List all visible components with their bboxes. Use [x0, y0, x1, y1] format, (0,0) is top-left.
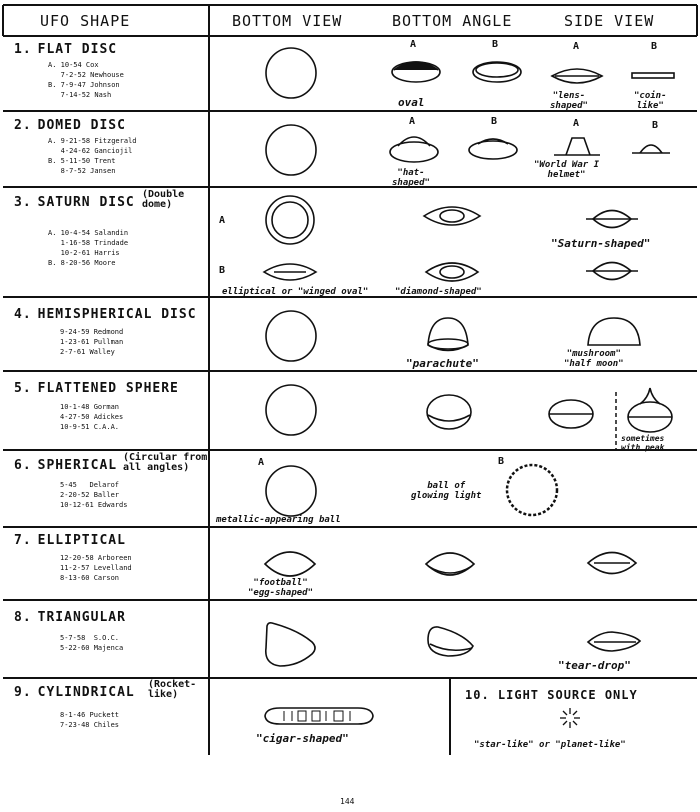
saturn-side-b	[586, 263, 638, 280]
sightings-list: A. 10-4-54 Salandin 1-16-58 Trindade 10-2-61 Harris B. 8-20-56 Moore	[48, 229, 129, 267]
variant-letter: A	[410, 39, 417, 50]
row-title: 8. TRIANGULAR	[14, 610, 126, 625]
variant-letter: B	[219, 265, 226, 276]
triangle-bottom	[266, 623, 315, 666]
domed-disc-angle-a	[390, 137, 438, 162]
label-mushroom: "mushroom" "half moon"	[564, 349, 624, 369]
label-hat-shaped: "hat- shaped"	[392, 168, 430, 188]
label-winged-oval: elliptical or "winged oval"	[222, 287, 369, 297]
flat-disc-side-a	[552, 69, 602, 83]
ellipse-side	[588, 553, 636, 574]
saturn-bottom-outer	[266, 196, 314, 244]
hemisphere-side	[588, 318, 640, 345]
sightings-list: 8-1-46 Puckett 7-23-48 Chiles	[60, 711, 120, 729]
cigar-shape	[265, 708, 373, 724]
variant-letter: B	[651, 41, 658, 52]
variant-letter: A	[258, 457, 265, 468]
sightings-list: A. 9-21-58 Fitzgerald 4-24-62 Ganciojil B. 5-11-50 Trent 8-7-52 Jansen	[48, 137, 137, 175]
label-lens-shaped: "lens- shaped"	[550, 91, 588, 111]
variant-letter: B	[492, 39, 499, 50]
label-metallic-ball: metallic-appearing ball	[216, 515, 341, 525]
header-bottom-angle: BOTTOM ANGLE	[392, 12, 513, 30]
label-star-like: "star-like" or "planet-like"	[474, 740, 626, 750]
flat-disc-bottom	[266, 48, 316, 98]
variant-letter: B	[652, 120, 659, 131]
domed-disc-side-b	[632, 145, 670, 153]
row-title: 4. HEMISPHERICAL DISC	[14, 307, 197, 322]
label-tear-drop: "tear-drop"	[558, 659, 631, 672]
header-side-view: SIDE VIEW	[564, 12, 655, 30]
saturn-angle-a	[424, 207, 480, 225]
label-coin-like: "coin- like"	[634, 91, 667, 111]
row-note: (Double dome)	[142, 189, 185, 210]
flat-disc-side-b	[632, 73, 674, 78]
flattened-sphere-angle	[427, 395, 471, 429]
variant-letter: A	[573, 118, 580, 129]
ellipse-angle	[426, 553, 474, 575]
sightings-list: 9-24-59 Redmond 1-23-61 Pullman 2-7-61 Walley	[60, 328, 124, 356]
label-cigar-shaped: "cigar-shaped"	[256, 732, 349, 745]
page-number: 144	[340, 797, 355, 806]
variant-letter: B	[498, 456, 505, 467]
flattened-sphere-side	[549, 400, 593, 428]
sightings-list: 12-20-58 Arboreen 11-2-57 Levelland 8-13-60 Carson	[60, 554, 132, 582]
label-parachute: "parachute"	[406, 357, 479, 370]
row-title: 1. FLAT DISC	[14, 42, 118, 57]
variant-letter: A	[409, 116, 416, 127]
label-glowing-light: ball of glowing light	[411, 481, 482, 501]
row-title: 3. SATURN DISC	[14, 195, 135, 210]
row-title: 9. CYLINDRICAL	[14, 685, 135, 700]
domed-disc-bottom	[266, 125, 316, 175]
sphere-bottom	[266, 466, 316, 516]
row-title: 5. FLATTENED SPHERE	[14, 381, 179, 396]
sightings-list: 10-1-48 Gorman 4-27-50 Adickes 10-9-51 C.A.A.	[60, 403, 124, 431]
row-title: 6. SPHERICAL	[14, 458, 118, 473]
label-oval: oval	[398, 96, 425, 109]
hemisphere-bottom	[266, 311, 316, 361]
row-10-title: 10. LIGHT SOURCE ONLY	[465, 688, 638, 702]
saturn-angle-b	[426, 263, 478, 281]
label-saturn-shaped: "Saturn-shaped"	[551, 237, 651, 250]
flat-disc-angle-b	[473, 62, 521, 82]
variant-letter: B	[491, 116, 498, 127]
triangle-side	[588, 632, 640, 651]
variant-letter: A	[573, 41, 580, 52]
row-title: 7. ELLIPTICAL	[14, 533, 126, 548]
label-football: "football" "egg-shaped"	[248, 578, 314, 598]
saturn-bottom-b	[264, 264, 316, 280]
flat-disc-angle-a	[392, 62, 440, 82]
domed-disc-side-a	[554, 138, 600, 155]
triangle-angle	[428, 627, 473, 656]
flattened-sphere-peak	[628, 388, 672, 432]
ellipse-bottom	[265, 552, 315, 576]
glowing-ball	[507, 465, 557, 515]
label-ww1-helmet: "World War I helmet"	[534, 160, 600, 180]
sightings-list: 5-7-58 S.O.C. 5-22-60 Majenca	[60, 634, 124, 652]
star-light-icon	[560, 708, 580, 728]
row-note: (Rocket- like)	[148, 679, 197, 700]
variant-letter: A	[219, 215, 226, 226]
saturn-bottom-inner	[272, 202, 308, 238]
label-diamond-shaped: "diamond-shaped"	[395, 287, 482, 297]
sightings-list: 5-45 Delarof 2-20-52 Baller 10-12-61 Edwards	[60, 481, 128, 509]
label-peak: sometimes with peak	[621, 434, 665, 452]
sightings-list: A. 10-54 Cox 7-2-52 Newhouse B. 7-9-47 Johnson 7-14-52 Nash	[48, 61, 124, 99]
domed-disc-angle-b	[469, 139, 517, 159]
header-bottom-view: BOTTOM VIEW	[232, 12, 343, 30]
row-title: 2. DOMED DISC	[14, 118, 126, 133]
header-ufo-shape: UFO SHAPE	[40, 12, 131, 30]
row-note: (Circular from all angles)	[123, 452, 208, 473]
saturn-side-a	[586, 211, 638, 228]
hemisphere-angle	[428, 318, 468, 351]
flattened-sphere-bottom	[266, 385, 316, 435]
